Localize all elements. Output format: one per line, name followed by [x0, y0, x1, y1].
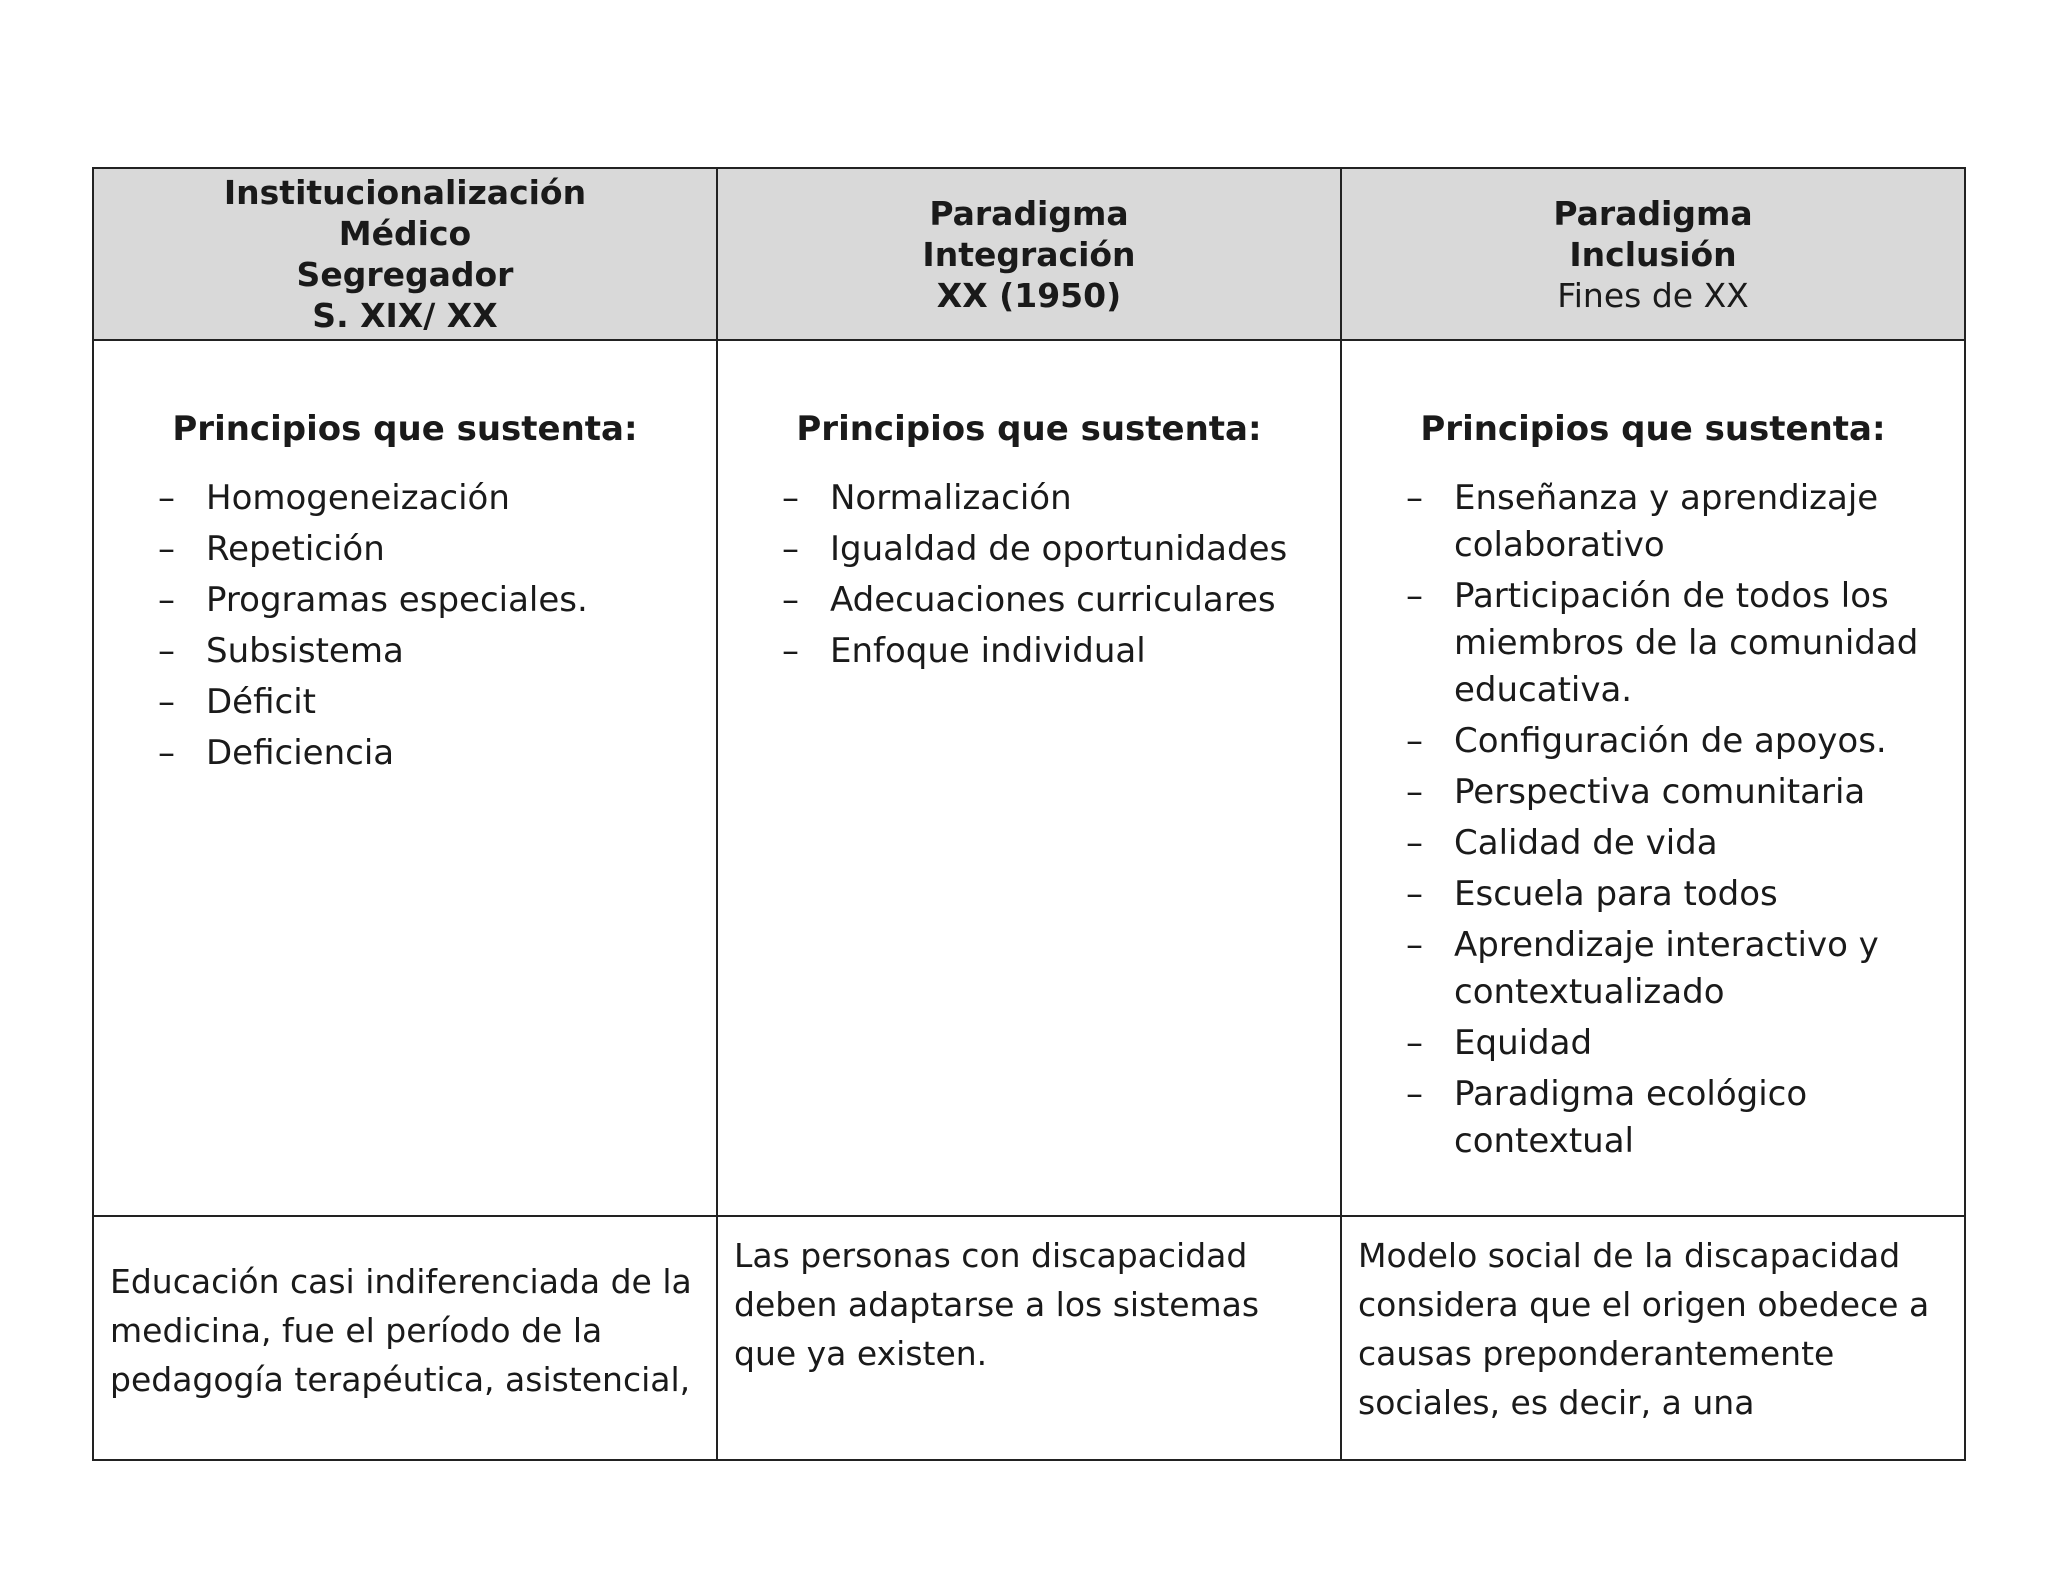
header-row: [93, 168, 1965, 340]
header-integracion: [717, 168, 1341, 340]
description-text: Educación casi indiferenciada de la medicina, fue el período de la pedagogía terapéutica, asistencial,: [110, 1262, 692, 1399]
description-row: [93, 1216, 1965, 1460]
header-line: Inclusión: [1569, 234, 1737, 274]
header-line: Médico: [338, 214, 472, 253]
description-text: Modelo social de la discapacidad considera que el origen obedece a causas preponderantemente sociales, es decir, a una: [1358, 1236, 1930, 1422]
principles-list: [718, 475, 1340, 675]
principle-item: – Adecuaciones curriculares: [782, 577, 1340, 624]
principle-item: – Participación de todos los miembros de la comunidad educativa.: [1406, 573, 1924, 714]
principle-item: – Igualdad de oportunidades: [782, 526, 1340, 573]
principle-item: – Paradigma ecológico contextual: [1406, 1071, 1924, 1165]
principle-item: – Calidad de vida: [1406, 820, 1924, 867]
principles-row: [93, 340, 1965, 1216]
principle-item: – Enseñanza y aprendizaje colaborativo: [1406, 475, 1924, 569]
principle-item: – Escuela para todos: [1406, 871, 1924, 918]
header-line: Integración: [922, 234, 1136, 274]
principle-item: – Deficiencia: [158, 730, 716, 777]
principle-item: – Repetición: [158, 526, 716, 573]
principle-item: – Programas especiales.: [158, 577, 716, 624]
principle-item: – Enfoque individual: [782, 628, 1340, 675]
principles-title: Principios que sustenta:: [172, 409, 638, 449]
header-line: S. XIX/ XX: [312, 296, 498, 335]
principle-item: – Déficit: [158, 679, 716, 726]
paradigm-comparison-table: [92, 167, 1966, 1461]
principles-title: Principios que sustenta:: [1420, 409, 1886, 449]
principles-list: [94, 475, 716, 777]
principle-item: – Perspectiva comunitaria: [1406, 769, 1924, 816]
header-line: Institucionalización: [223, 173, 587, 212]
principles-cell-institucionalizacion: [93, 340, 717, 1216]
header-line: Segregador: [296, 255, 514, 294]
header-line: Fines de XX: [1557, 275, 1749, 315]
header-institucionalizacion: [93, 168, 717, 340]
description-text: Las personas con discapacidad deben adaptarse a los sistemas que ya existen.: [734, 1236, 1260, 1373]
principle-item: – Normalización: [782, 475, 1340, 522]
principles-cell-inclusion: [1341, 340, 1965, 1216]
principle-item: – Equidad: [1406, 1020, 1924, 1067]
principle-item: – Subsistema: [158, 628, 716, 675]
principles-list: [1342, 475, 1964, 1165]
description-cell-inclusion: [1341, 1216, 1965, 1460]
header-line: XX (1950): [936, 275, 1122, 315]
principle-item: – Aprendizaje interactivo y contextualizado: [1406, 922, 1924, 1016]
description-cell-integracion: [717, 1216, 1341, 1460]
header-line: Paradigma: [929, 193, 1129, 233]
principle-item: – Configuración de apoyos.: [1406, 718, 1924, 765]
description-cell-institucionalizacion: [93, 1216, 717, 1460]
header-inclusion: [1341, 168, 1965, 340]
principles-cell-integracion: [717, 340, 1341, 1216]
header-line: Paradigma: [1553, 193, 1753, 233]
principles-title: Principios que sustenta:: [796, 409, 1262, 449]
principle-item: – Homogeneización: [158, 475, 716, 522]
